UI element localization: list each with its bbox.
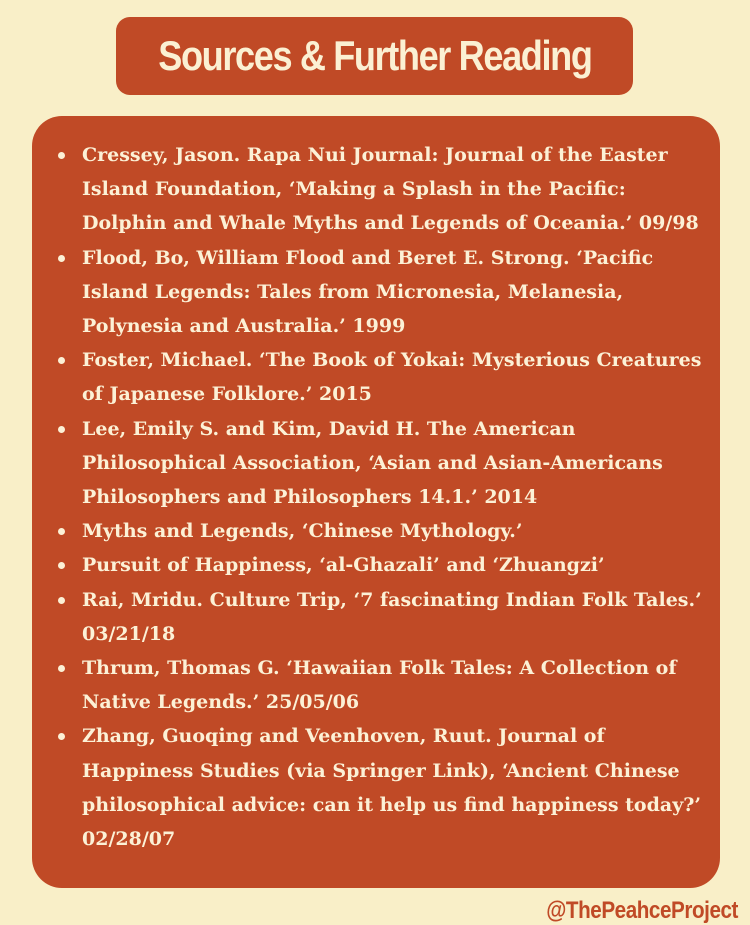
bullet-icon	[58, 665, 65, 672]
source-line: Happiness Studies (via Springer Link), ‘Ancient Chinese	[82, 759, 680, 782]
sources-panel	[32, 116, 720, 888]
source-line: philosophical advice: can it help us find happiness today?’	[82, 793, 701, 816]
source-line: Philosophers and Philosophers 14.1.’ 2014	[82, 486, 538, 509]
source-line: Philosophical Association, ‘Asian and Asian-Americans	[82, 451, 663, 474]
source-item-myths-legends	[52, 514, 708, 548]
source-line: Pursuit of Happiness, ‘al-Ghazali’ and ‘Zhuangzi’	[82, 554, 605, 577]
bullet-icon	[58, 562, 65, 569]
source-item-flood	[52, 241, 708, 344]
source-line: Island Legends: Tales from Micronesia, Melanesia,	[82, 280, 624, 303]
source-item-lee	[52, 412, 708, 515]
source-line: Island Foundation, ‘Making a Splash in the Pacific:	[82, 178, 626, 201]
source-line: Polynesia and Australia.’ 1999	[82, 315, 406, 338]
source-line: Lee, Emily S. and Kim, David H. The American	[82, 417, 576, 440]
source-line: Native Legends.’ 25/05/06	[82, 691, 360, 714]
source-item-pursuit-happiness	[52, 548, 708, 582]
bullet-icon	[58, 152, 65, 159]
source-line: 03/21/18	[82, 622, 176, 645]
social-handle: @ThePeahceProject	[546, 897, 738, 924]
source-item-cressey	[52, 138, 708, 241]
page-title: Sources & Further Reading	[157, 32, 592, 79]
source-line: Myths and Legends, ‘Chinese Mythology.’	[82, 520, 523, 543]
source-item-zhang	[52, 719, 708, 856]
bullet-icon	[58, 357, 65, 364]
source-line: 02/28/07	[82, 828, 176, 851]
source-line: Cressey, Jason. Rapa Nui Journal: Journal of the Easter	[82, 144, 668, 166]
source-line: Flood, Bo, William Flood and Beret E. Strong. ‘Pacific	[82, 246, 654, 269]
bullet-icon	[58, 426, 65, 433]
bullet-icon	[58, 528, 65, 535]
sources-list	[32, 116, 720, 856]
bullet-icon	[58, 597, 65, 604]
bullet-icon	[58, 733, 65, 740]
source-item-thrum	[52, 651, 708, 719]
source-line: Dolphin and Whale Myths and Legends of Oceania.’ 09/98	[82, 212, 699, 235]
source-line: Zhang, Guoqing and Veenhoven, Ruut. Journal of	[82, 725, 605, 748]
bullet-icon	[58, 255, 65, 262]
source-line: Thrum, Thomas G. ‘Hawaiian Folk Tales: A Collection of	[82, 657, 677, 680]
source-line: of Japanese Folklore.’ 2015	[82, 383, 372, 406]
source-item-rai	[52, 583, 708, 651]
source-line: Rai, Mridu. Culture Trip, ‘7 fascinating Indian Folk Tales.’	[82, 588, 702, 611]
source-item-foster	[52, 343, 708, 411]
title-banner	[116, 17, 633, 95]
source-line: Foster, Michael. ‘The Book of Yokai: Mysterious Creatures	[82, 349, 702, 372]
